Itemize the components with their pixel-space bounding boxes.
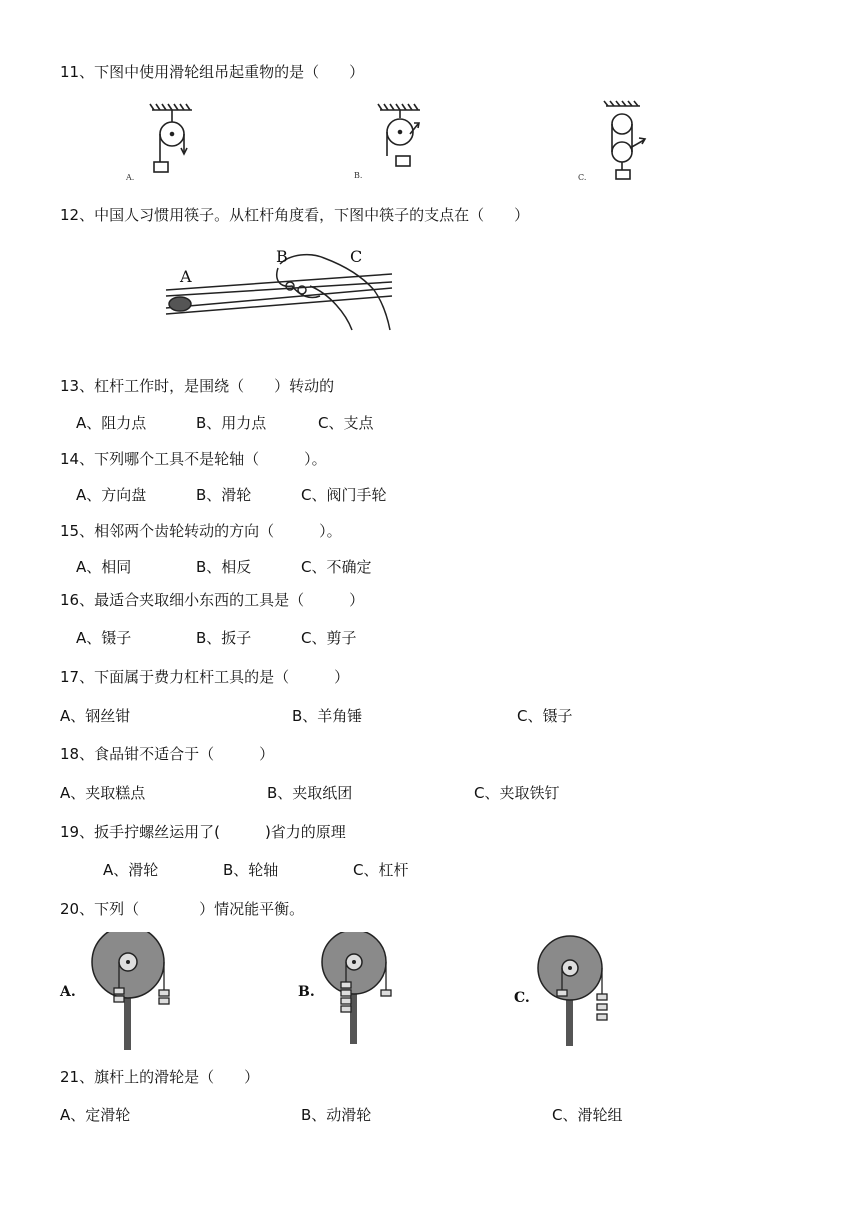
question-13-stem: 13、杠杆工作时，是围绕（ ）转动的 — [60, 377, 335, 395]
q18-option-b: B、夹取纸团 — [267, 784, 353, 802]
q11-figure-b — [378, 104, 420, 166]
q19-option-b: B、轮轴 — [223, 861, 279, 879]
q13-option-c: C、支点 — [318, 414, 374, 432]
question-12-stem: 12、中国人习惯用筷子。从杠杆角度看，下图中筷子的支点在（ ） — [60, 206, 530, 224]
q12-chopsticks-figure — [160, 244, 400, 334]
q18-option-c: C、夹取铁钉 — [474, 784, 560, 802]
q21-option-a: A、定滑轮 — [60, 1106, 131, 1124]
q13-option-a: A、阻力点 — [76, 414, 147, 432]
q11-pulley-figures — [118, 100, 678, 186]
q19-option-a: A、滑轮 — [103, 861, 159, 879]
q20-figure-a — [92, 932, 169, 1050]
q12-label-a: A — [180, 267, 192, 286]
q21-option-c: C、滑轮组 — [552, 1106, 623, 1124]
q20-wheel-axle-figures — [58, 932, 638, 1052]
q12-label-b: B — [276, 247, 288, 266]
question-11-stem: 11、下图中使用滑轮组吊起重物的是（ ） — [60, 63, 365, 81]
question-17-stem: 17、下面属于费力杠杆工具的是（ ） — [60, 668, 350, 686]
q11-figure-c — [604, 101, 645, 179]
question-18-stem: 18、食品钳不适合于（ ） — [60, 745, 275, 763]
q20-label-a: A. — [60, 984, 76, 1000]
q11-figure-a — [150, 104, 192, 172]
q16-option-a: A、镊子 — [76, 629, 132, 647]
q20-label-b: B. — [298, 984, 315, 1000]
question-21-stem: 21、旗杆上的滑轮是（ ） — [60, 1068, 260, 1086]
q15-option-b: B、相反 — [196, 558, 252, 576]
q14-option-b: B、滑轮 — [196, 486, 252, 504]
q17-option-a: A、钢丝钳 — [60, 707, 131, 725]
q21-option-b: B、动滑轮 — [301, 1106, 372, 1124]
question-16-stem: 16、最适合夹取细小东西的工具是（ ） — [60, 591, 365, 609]
q20-figure-b — [322, 932, 391, 1044]
q20-figure-c — [538, 936, 607, 1046]
q11-label-b: B. — [354, 171, 363, 180]
q17-option-b: B、羊角锤 — [292, 707, 363, 725]
q14-option-c: C、阀门手轮 — [301, 486, 387, 504]
q16-option-c: C、剪子 — [301, 629, 357, 647]
q11-label-c: C. — [578, 173, 587, 182]
q18-option-a: A、夹取糕点 — [60, 784, 146, 802]
q15-option-c: C、不确定 — [301, 558, 372, 576]
q20-label-c: C. — [514, 990, 530, 1006]
question-15-stem: 15、相邻两个齿轮转动的方向（ ）。 — [60, 522, 342, 540]
question-20-stem: 20、下列（ ）情况能平衡。 — [60, 900, 305, 918]
q11-label-a: A. — [126, 173, 135, 182]
question-19-stem: 19、扳手拧螺丝运用了( )省力的原理 — [60, 823, 346, 841]
q15-option-a: A、相同 — [76, 558, 132, 576]
q13-option-b: B、用力点 — [196, 414, 267, 432]
question-14-stem: 14、下列哪个工具不是轮轴（ ）。 — [60, 450, 327, 468]
q19-option-c: C、杠杆 — [353, 861, 409, 879]
q14-option-a: A、方向盘 — [76, 486, 147, 504]
q17-option-c: C、镊子 — [517, 707, 573, 725]
q16-option-b: B、扳子 — [196, 629, 252, 647]
q12-label-c: C — [350, 247, 363, 266]
